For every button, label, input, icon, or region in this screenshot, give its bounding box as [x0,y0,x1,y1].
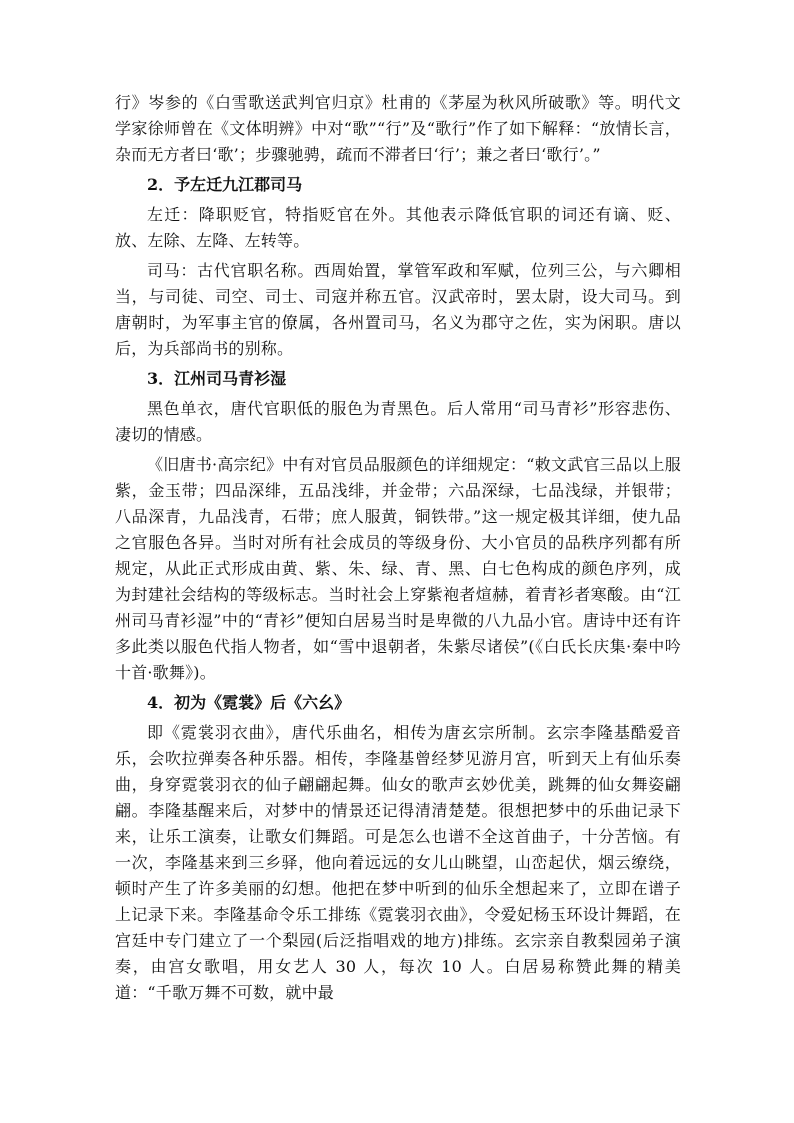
heading-nichang: 4．初为《霓裳》后《六幺》 [147,693,351,712]
paragraph-qingshan: 黑色单衣，唐代官职低的服色为青黑色。后人常用“司马青衫”形容悲伤、凄切的情感。 [115,399,681,444]
paragraph-geti-continued: 行》岑参的《白雪歌送武判官归京》杜甫的《茅屋为秋风所破歌》等。明代文学家徐师曾在《文体明辨》中对“歌”“行”及“歌行”作了如下解释：“放情长言，杂而无方者曰‘歌’；步骤驰骋，疏而不滞者曰‘行’；兼之者曰‘歌行’。” [115,93,681,164]
paragraph-sima: 司马：古代官职名称。西周始置，掌管军政和军赋，位列三公，与六卿相当，与司徒、司空、司士、司寇并称五官。汉武帝时，罢太尉，设大司马。到唐朝时，为军事主官的僚属，各州置司马，名义为郡守之佐，实为闲职。唐以后，为兵部尚书的别称。 [115,261,681,358]
document-page [115,90,681,1010]
paragraph-nichang: 即《霓裳羽衣曲》，唐代乐曲名，相传为唐玄宗所制。玄宗李隆基酷爱音乐，会吹拉弹奏各种乐器。相传，李隆基曾经梦见游月宫，听到天上有仙乐奏曲，身穿霓裳羽衣的仙子翩翩起舞。仙女的歌声玄妙优美，跳舞的仙女舞姿翩翩。李隆基醒来后，对梦中的情景还记得清清楚楚。很想把梦中的乐曲记录下来，让乐工演奏，让歌女们舞蹈。可是怎么也谱不全这首曲子，十分苦恼。有一次，李隆基来到三乡驿，他向着远远的女儿山眺望，山峦起伏，烟云缭绕，顿时产生了许多美丽的幻想。他把在梦中听到的仙乐全想起来了，立即在谱子上记录下来。李隆基命令乐工排练《霓裳羽衣曲》，令爱妃杨玉环设计舞蹈，在宫廷中专门建立了一个梨园(后泛指唱戏的地方)排练。玄宗亲自教梨园弟子演奏，由宫女歌唱，用女艺人 30 人，每次 10 人。白居易称赞此舞的精美道：“千歌万舞不可数，就中最 [115,723,681,1002]
heading-zuoqian: 2．予左迁九江郡司马 [147,175,303,194]
paragraph-zuoqian: 左迁：降职贬官，特指贬官在外。其他表示降低官职的词还有谪、贬、放、左除、左降、左转等。 [115,205,681,250]
paragraph-fuse: 《旧唐书·高宗纪》中有对官员品服颜色的详细规定：“敕文武官三品以上服紫，金玉带；四品深绯，五品浅绯，并金带；六品深绿，七品浅绿，并银带；八品深青，九品浅青，石带；庶人服黄，铜铁带。”这一规定极其详细，使九品之官服色各异。当时对所有社会成员的等级身份、大小官员的品秩序列都有所规定，从此正式形成由黄、紫、朱、绿、青、黑、白七色构成的颜色序列，成为封建社会结构的等级标志。当时社会上穿紫袍者煊赫，着青衫者寒酸。由“江州司马青衫湿”中的“青衫”便知白居易当时是卑微的八九品小官。唐诗中还有许多此类以服色代指人物者，如“雪中退朝者，朱紫尽诸侯”(《白氏长庆集·秦中吟十首·歌舞》)。 [115,455,681,682]
heading-qingshan: 3．江州司马青衫湿 [147,369,287,388]
